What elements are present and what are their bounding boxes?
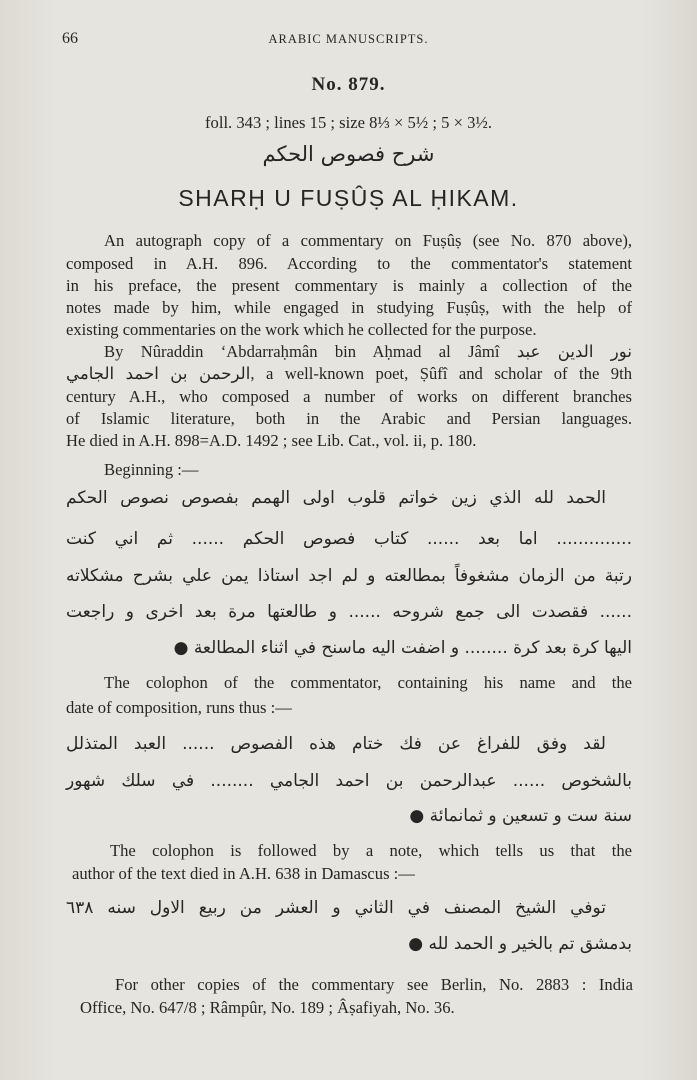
text-line: الرحمن بن احمد الجامي, a well-known poet, Ṣûfî and scholar of the 9th [66,364,632,383]
entry-title: SHARḤ U FUṢÛṢ AL ḤIKAM. [178,185,519,211]
arabic-line: .............. اما بعد ...... كتاب فصوص الحكم ...... ثم اني كنت [66,529,632,549]
arabic-title: شرح فصوص الحكم [262,142,435,166]
text-line: The colophon is followed by a note, which tells us that the [110,841,632,860]
arabic-line: توفي الشيخ المصنف في الثاني و العشر من ربيع الاول سنه ٦٣٨ [66,898,606,918]
arabic-line: رتبة من الزمان مشغوفاً بمطالعته و لم اجد استاذا يمن علي بشرح مشكلاته [66,566,632,586]
arabic-line: سنة ست و تسعين و ثمانمائة ● [409,806,632,826]
text-line: By Nûraddin ‘Abdarraḥmân bin Aḥmad al Jâmî نور الدين عبد [104,342,632,361]
text-line: date of composition, runs thus :— [66,698,292,717]
arabic-line: الحمد لله الذي زين خواتم قلوب اولى الهمم بفصوص نصوص الحكم [66,488,606,508]
beginning-label: Beginning :— [104,460,199,479]
text-line: Office, No. 647/8 ; Râmpûr, No. 189 ; Âṣafiyah, No. 36. [80,998,455,1017]
text-line: He died in A.H. 898=A.D. 1492 ; see Lib. Cat., vol. ii, p. 180. [66,431,477,450]
text-line: notes made by him, while engaged in studying Fuṣûṣ, with the help of [66,298,632,317]
text-line: of Islamic literature, both in the Arabic and Persian languages. [66,409,632,428]
entry-description: foll. 343 ; lines 15 ; size 8⅓ × 5½ ; 5 × 3½. [205,113,492,132]
text-line: For other copies of the commentary see Berlin, No. 2883 : India [115,975,633,994]
page-number: 66 [62,30,78,47]
text-line: century A.H., who composed a number of works on different branches [66,387,632,406]
text-line: An autograph copy of a commentary on Fuṣûṣ (see No. 870 above), [104,231,632,250]
arabic-line: بالشخوص ...... عبدالرحمن بن احمد الجامي ........ في سلك شهور [66,771,632,791]
running-title: ARABIC MANUSCRIPTS. [268,32,429,46]
arabic-line: لقد وفق للفراغ عن فك ختام هذه الفصوص ...... العبد المتذلل [66,734,606,754]
arabic-line: اليها كرة بعد كرة ........ و اضفت اليه ماسنح في اثناء المطالعة ● [173,638,632,658]
arabic-line: ...... فقصدت الى جمع شروحه ...... و طالعتها مرة بعد اخرى و راجعت [66,602,632,622]
text-line: existing commentaries on the work which he collected for the purpose. [66,320,537,339]
text-line: in his preface, the present commentary is mainly a collection of the [66,276,632,295]
text-line: The colophon of the commentator, containing his name and the [104,673,632,692]
arabic-line: بدمشق تم بالخير و الحمد لله ● [408,934,632,954]
text-line: composed in A.H. 896. According to the commentator's statement [66,254,632,273]
text-line: author of the text died in A.H. 638 in Damascus :— [72,864,415,883]
entry-number: No. 879. [311,74,386,95]
